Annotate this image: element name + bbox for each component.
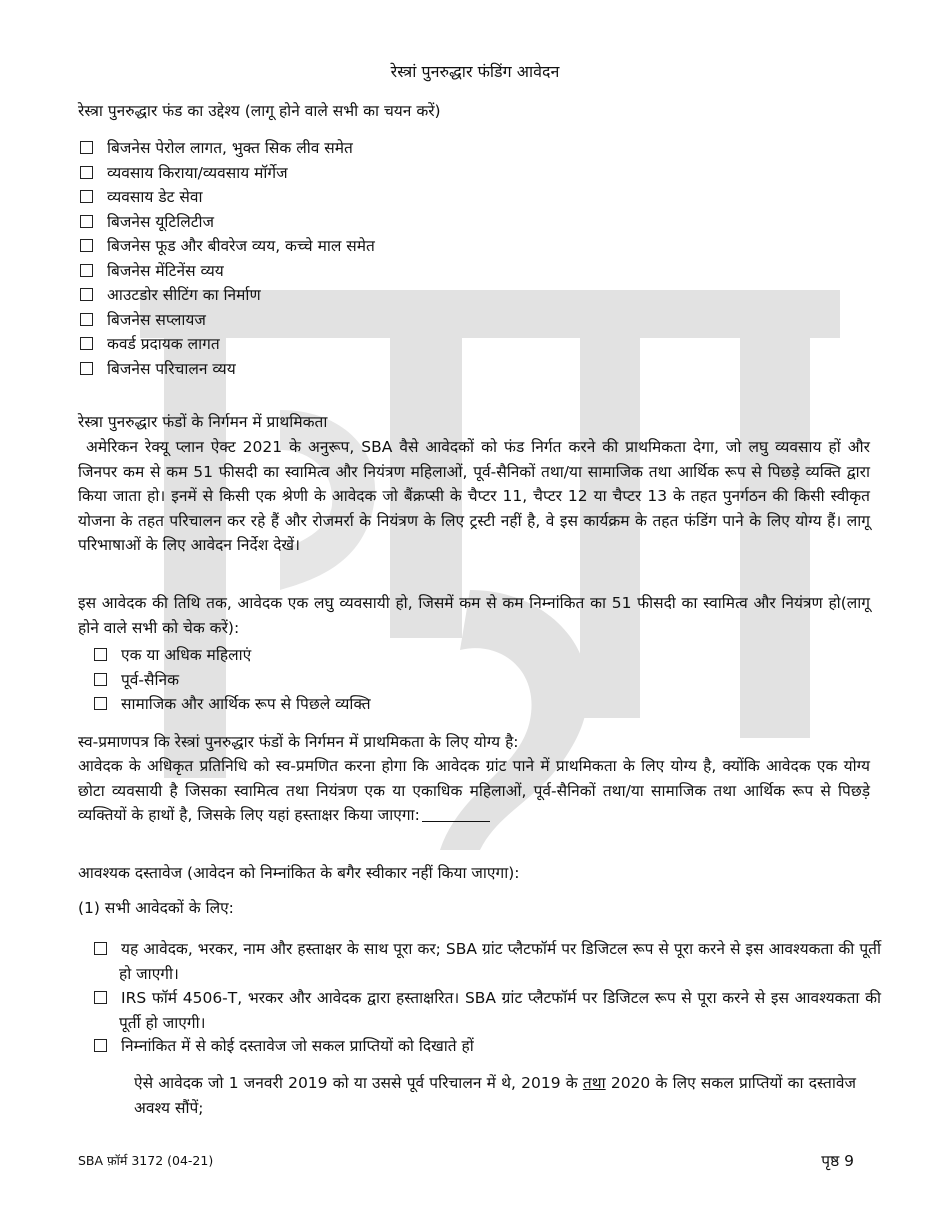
owner-option-women[interactable]: [94, 643, 251, 668]
ownership-intro: इस आवेदक की तिथि तक, आवेदक एक लघु व्यवसायी हो, जिसमें कम से कम निम्नांकित का 51 फीसदी का स्वामित्व और नियंत्रण हो(लागू होने वाले सभी को चेक करें):: [78, 594, 870, 637]
purpose-option-supplier-costs[interactable]: [80, 332, 220, 357]
document-item-label: यह आवेदक, भरकर, नाम और हस्ताक्षर के साथ पूरा कर; SBA ग्रांट प्लैटफॉर्म पर डिजिटल रूप से पूरा करने से इस आवश्यकता की पूर्ती हो जाएगी।: [119, 940, 881, 983]
option-label: पूर्व-सैनिक: [121, 670, 180, 689]
purpose-option-outdoor-seating[interactable]: [80, 283, 261, 308]
document-item-irs-form[interactable]: [94, 986, 881, 1035]
option-label: बिजनेस परिचालन व्यय: [107, 359, 236, 378]
owner-option-disadvantaged[interactable]: [94, 692, 371, 717]
purpose-option-food-beverage[interactable]: [80, 234, 375, 259]
priority-heading: रेस्त्रा पुनरुद्धार फंडों के निर्गमन में प्राथमिकता: [78, 413, 328, 431]
option-label: बिजनेस फूड और बीवरेज व्यय, कच्चे माल समेत: [107, 237, 375, 255]
checkbox[interactable]: [80, 215, 93, 228]
option-label: बिजनेस सप्लायज: [107, 310, 206, 329]
option-label: आउटडोर सीटिंग का निर्माण: [107, 286, 261, 304]
purpose-option-operating-expenses[interactable]: [80, 357, 236, 382]
checkbox[interactable]: [80, 190, 93, 203]
gross-receipts-note: [134, 1071, 856, 1120]
checkbox[interactable]: [80, 239, 93, 252]
option-label: व्यवसाय डेट सेवा: [107, 188, 203, 206]
purpose-heading: रेस्त्रा पुनरुद्धार फंड का उद्देश्य (लागू होने वाले सभी का चयन करें): [78, 102, 441, 120]
certification-text: आवेदक के अधिकृत प्रतिनिधि को स्व-प्रमणित करना होगा कि आवेदक ग्रांट पाने में प्राथमिकता के लिए योग्य है, क्योंकि आवेदक एक योग्य छोटा व्यवसायी है जिसका स्वामित्व तथा नियंत्रण एक या एकाधिक महिलाओं, पूर्व-सैनिकों तथा/या सामाजिक तथा आर्थिक रूप से पिछड़े व्यक्तियों के हाथों है, जिसके लिए यहां हस्ताक्षर किया जाएगा:: [78, 757, 870, 824]
option-label: व्यवसाय किराया/व्यवसाय मॉर्गेज: [107, 163, 288, 182]
note-text-after: 2020 के लिए सकल प्राप्तियों का दस्तावेज अवश्य सौंपें;: [134, 1074, 856, 1117]
priority-paragraph: अमेरिकन रेक्यू प्लान ऐक्ट 2021 के अनुरूप, SBA वैसे आवेदकों को फंड निर्गत करने की प्राथमिकता देगा, जो लघु व्यवसाय हों और जिनपर कम से कम 51 फीसदी का स्वामित्व और नियंत्रण महिलाओं, पूर्व-सैनिकों तथा/या सामाजिक तथा आर्थिक रूप से पिछड़े व्यक्ति द्वारा किया जाता हो। इनमें से किसी एक श्रेणी के आवेदक जो बैंक्रप्सी के चैप्टर 11, चैप्टर 12 या चैप्टर 13 के तहत पुनर्गठन की किसी स्वीकृत योजना के तहत परिचालन कर रहे हैं और रोजमर्रा के नियंत्रण के लिए ट्रस्टी नहीं है, वे इस कार्यक्रम के तहत फंडिंग पाने के लिए योग्य हैं। लागू परिभाषाओं के लिए आवेदन निर्देश देखें।: [78, 438, 870, 554]
document-item-gross-receipts[interactable]: [94, 1034, 474, 1059]
option-label: बिजनेस मेंटिनेंस व्यय: [107, 261, 224, 280]
purpose-option-utilities[interactable]: [80, 210, 214, 235]
option-label: कवर्ड प्रदायक लागत: [107, 335, 220, 353]
checkbox[interactable]: [94, 991, 107, 1004]
checkbox[interactable]: [94, 942, 107, 955]
purpose-option-rent[interactable]: [80, 161, 288, 186]
checkbox[interactable]: [94, 1039, 107, 1052]
purpose-option-maintenance[interactable]: [80, 259, 224, 284]
checkbox[interactable]: [80, 337, 93, 350]
checkbox[interactable]: [80, 362, 93, 375]
option-label: सामाजिक और आर्थिक रूप से पिछले व्यक्ति: [121, 695, 371, 713]
documents-subheading: (1) सभी आवेदकों के लिए:: [78, 899, 234, 917]
checkbox[interactable]: [80, 166, 93, 179]
checkbox[interactable]: [94, 673, 107, 686]
document-item-application[interactable]: [94, 937, 881, 986]
checkbox[interactable]: [94, 648, 107, 661]
note-text-before: ऐसे आवेदक जो 1 जनवरी 2019 को या उससे पूर्व परिचालन में थे, 2019 के: [134, 1074, 578, 1092]
certification-heading: स्व-प्रमाणपत्र कि रेस्त्रां पुनरुद्धार फंडों के निर्गमन में प्राथमिकता के लिए योग्य है:: [78, 733, 519, 751]
purpose-option-payroll[interactable]: [80, 136, 353, 161]
document-item-label: IRS फॉर्म 4506-T, भरकर और आवेदक द्वारा हस्ताक्षरित। SBA ग्रांट प्लैटफॉर्म पर डिजिटल रूप से पूरा करने से इस आवश्यकता की पूर्ती हो जाएगी।: [119, 989, 881, 1032]
owner-option-veterans[interactable]: [94, 668, 179, 693]
page-title: रेस्त्रां पुनरुद्धार फंडिंग आवेदन: [390, 62, 560, 81]
note-underlined-word: तथा: [582, 1074, 606, 1092]
purpose-option-supplies[interactable]: [80, 308, 206, 333]
option-label: बिजनेस यूटिलिटीज: [107, 212, 215, 231]
document-item-label: निम्नांकित में से कोई दस्तावेज जो सकल प्राप्तियों को दिखाते हों: [121, 1037, 474, 1055]
signature-field[interactable]: [422, 807, 490, 822]
page-number: पृष्ठ 9: [821, 1152, 854, 1170]
option-label: बिजनेस पेरोल लागत, भुक्त सिक लीव समेत: [107, 139, 353, 157]
certification-paragraph: [78, 754, 870, 828]
form-id: SBA फ़ॉर्म 3172 (04-21): [78, 1153, 214, 1168]
checkbox[interactable]: [80, 264, 93, 277]
checkbox[interactable]: [80, 313, 93, 326]
purpose-option-debt-service[interactable]: [80, 185, 202, 210]
checkbox[interactable]: [80, 141, 93, 154]
documents-heading: आवश्यक दस्तावेज (आवेदन को निम्नांकित के बगैर स्वीकार नहीं किया जाएगा):: [78, 864, 520, 882]
checkbox[interactable]: [80, 288, 93, 301]
checkbox[interactable]: [94, 697, 107, 710]
option-label: एक या अधिक महिलाएं: [121, 646, 252, 664]
